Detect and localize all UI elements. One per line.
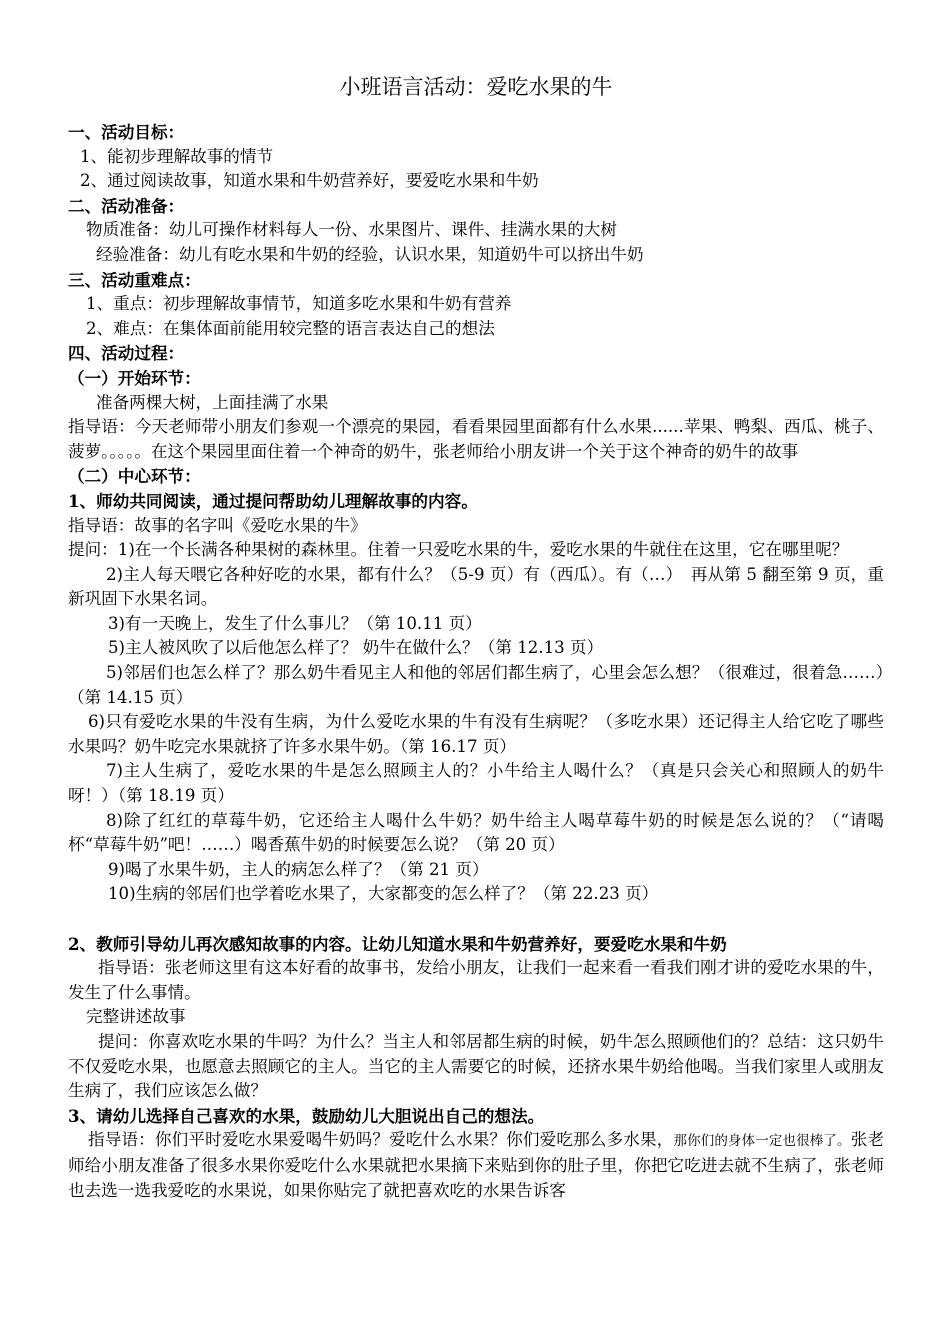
step2-guide: 指导语：张老师这里有这本好看的故事书，发给小朋友，让我们一起来看一看我们刚才讲的爱吃水果的牛，发生了什么事情。	[68, 958, 884, 1002]
step2-question: 提问：你喜欢吃水果的牛吗？为什么？当主人和邻居都生病的时候，奶牛怎么照顾他们的？总结：这只奶牛不仅爱吃水果，也愿意去照顾它的主人。当它的主人需要它的时候，还挤水果牛奶给他喝。当我们家里人或朋友生病了，我们应该怎么做？	[68, 1031, 884, 1101]
start-guide-paragraph: 指导语：今天老师带小朋友们参观一个漂亮的果园，看看果园里面都有什么水果......苹果、鸭梨、西瓜、桃子、菠萝。。。。。在这个果园里面住着一个神奇的奶牛，张老师给小朋友讲一个关于这个神奇的奶牛的故事	[68, 417, 884, 461]
blank-line	[68, 907, 884, 932]
step3-guide-part-a: 指导语：你们平时爱吃水果爱喝牛奶吗？爱吃什么水果？你们爱吃那么多水果，	[88, 1130, 674, 1150]
goal-item-2: 2、通过阅读故事，知道水果和牛奶营养好，要爱吃水果和牛奶	[80, 171, 539, 191]
question-6: 6)只有爱吃水果的牛没有生病，为什么爱吃水果的牛有没有生病呢？（多吃水果）还记得主人给它吃了哪些水果吗？奶牛吃完水果就挤了许多水果牛奶。（第 16.17 页）	[68, 712, 884, 756]
question-7: 7)主人生病了，爱吃水果的牛是怎么照顾主人的？小牛给主人喝什么？（真是只会关心和照顾人的奶牛呀！）（第 18.19 页）	[68, 761, 884, 806]
section-heading-process: 四、活动过程：	[68, 343, 185, 364]
step2-retell: 完整讲述故事	[86, 1007, 186, 1027]
step3-guide	[68, 1128, 884, 1203]
start-setup: 准备两棵大树，上面挂满了水果	[96, 392, 329, 412]
document-body	[68, 120, 884, 1203]
prep-material: 物质准备：幼儿可操作材料每人一份、水果图片、课件、挂满水果的大树	[86, 220, 617, 240]
question-4: 5)主人被风吹了以后他怎么样了？ 奶牛在做什么？（第 12.13 页）	[108, 638, 604, 658]
key-point-1: 1、重点：初步理解故事情节，知道多吃水果和牛奶有营养	[86, 294, 512, 314]
question-8: 8)除了红红的草莓牛奶，它还给主人喝什么牛奶？奶牛给主人喝草莓牛奶的时候是怎么说的？（“请喝杯“草莓牛奶”吧！……）喝香蕉牛奶的时候要怎么说？（第 20 页）	[68, 810, 884, 855]
question-1: 提问：1)在一个长满各种果树的森林里。住着一只爱吃水果的牛，爱吃水果的牛就住在这里，它在哪里呢？	[68, 540, 849, 560]
question-9: 9)喝了水果牛奶，主人的病怎么样了？（第 21 页）	[108, 859, 489, 879]
subsection-heading-start: （一）开始环节：	[68, 367, 201, 388]
goal-item-1: 1、能初步理解故事的情节	[80, 146, 274, 166]
step1-guide: 指导语：故事的名字叫《爱吃水果的牛》	[68, 515, 367, 535]
step3-guide-small-text: 那你们的身体一定也很棒了。	[673, 1133, 851, 1150]
page-title: 小班语言活动：爱吃水果的牛	[339, 75, 613, 99]
step1-heading: 1、师幼共同阅读，通过提问帮助幼儿理解故事的内容。	[68, 490, 478, 511]
step2-heading: 2、教师引导幼儿再次感知故事的内容。让幼儿知道水果和牛奶营养好，要爱吃水果和牛奶	[68, 933, 727, 954]
section-heading-preparation: 二、活动准备：	[68, 195, 185, 216]
section-heading-key-points: 三、活动重难点：	[68, 269, 201, 290]
key-point-2: 2、难点：在集体面前能用较完整的语言表达自己的想法	[86, 318, 495, 338]
question-5: 5)邻居们也怎么样了？那么奶牛看见主人和他的邻居们都生病了，心里会怎么想？（很难过，很着急……）（第 14.15 页）	[68, 663, 884, 707]
step3-guide-part-b: 张老师给小朋友准备了很多水果你爱吃什么水果就把水果摘下来贴到你的肚子里，你把它吃进去就不生病了，张老师也去选一选我爱吃的水果说，如果你贴完了就把喜欢吃的水果告诉客	[68, 1130, 885, 1200]
question-3: 3)有一天晚上，发生了什么事儿？（第 10.11 页）	[108, 613, 482, 633]
prep-experience: 经验准备：幼儿有吃水果和牛奶的经验，认识水果，知道奶牛可以挤出牛奶	[96, 244, 644, 264]
question-10: 10)生病的邻居们也学着吃水果了，大家都变的怎么样了？（第 22.23 页）	[108, 884, 659, 904]
question-2: 2)主人每天喂它各种好吃的水果，都有什么？（5-9 页）有（西瓜）。有（…） 再从第 5 翻至第 9 页，重新巩固下水果名词。	[68, 564, 884, 609]
subsection-heading-center: （二）中心环节：	[68, 466, 201, 487]
step3-heading: 3、请幼儿选择自己喜欢的水果，鼓励幼儿大胆说出自己的想法。	[68, 1105, 545, 1126]
section-heading-goals: 一、活动目标：	[68, 122, 185, 142]
